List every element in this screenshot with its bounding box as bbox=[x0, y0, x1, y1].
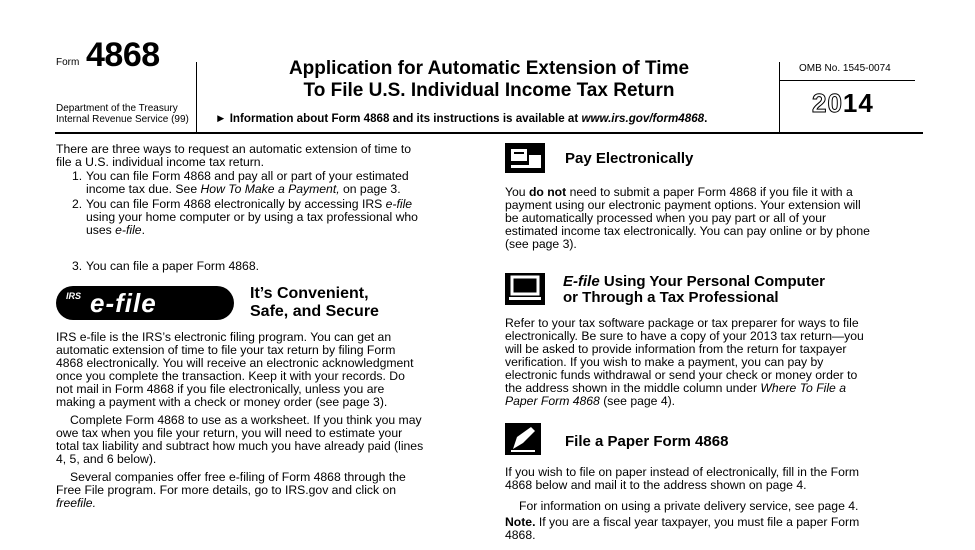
efile-heading-line1: E-file Using Your Personal Computer bbox=[563, 273, 826, 290]
intro-line1: There are three ways to request an automatic extension of time to bbox=[56, 142, 411, 156]
pay-text-line5: (see page 3). bbox=[505, 237, 577, 251]
form-title bbox=[200, 58, 778, 102]
pay-text-line2: payment using our electronic payment options. Your extension will bbox=[505, 198, 861, 212]
pay-text-line3: be automatically processed when you pay part or all of your bbox=[505, 211, 827, 225]
efile-text-line5: electronic funds withdrawal or send your check or money order to bbox=[505, 368, 858, 382]
efile-p1-line4: once you complete the transaction. Keep it with your records. Do bbox=[56, 369, 405, 383]
paper-text-line1: If you wish to file on paper instead of electronically, fill in the Form bbox=[505, 465, 860, 479]
efile-text-line4: verification. If you wish to make a payment, you can pay by bbox=[505, 355, 824, 369]
title-line2: To File U.S. Individual Income Tax Return bbox=[303, 80, 675, 101]
convenient-line2: Safe, and Secure bbox=[250, 303, 379, 320]
list-item-3-number: 3. bbox=[72, 259, 83, 273]
efile-text-line6: the address shown in the middle column under Where To File a bbox=[505, 381, 846, 395]
efile-computer-heading bbox=[563, 274, 825, 306]
efile-p1-line1: IRS e-file is the IRS’s electronic filing program. You can get an bbox=[56, 330, 392, 344]
list-item-2-line2: using your home computer or by using a tax professional who bbox=[86, 210, 418, 224]
payment-icon bbox=[505, 143, 545, 173]
paper-form-text bbox=[505, 466, 925, 492]
header-divider-right bbox=[779, 62, 780, 132]
list-item-3-line1: You can file a paper Form 4868. bbox=[86, 259, 259, 273]
header-divider-left bbox=[196, 62, 197, 132]
efile-text-line7: Paper Form 4868 (see page 4). bbox=[505, 394, 676, 408]
delivery-text: For information on using a private delivery service, see page 4. bbox=[519, 499, 859, 513]
note-text bbox=[505, 516, 925, 542]
worksheet-line2: owe tax when you file your return, you will need to estimate your bbox=[56, 426, 403, 440]
efile-text-line1: Refer to your tax software package or tax preparer for ways to file bbox=[505, 316, 859, 330]
freefile-paragraph bbox=[56, 471, 496, 510]
list-item-1-number: 1. bbox=[72, 169, 83, 183]
pay-electronically-text bbox=[505, 186, 925, 251]
efile-computer-text bbox=[505, 317, 925, 408]
list-item-2 bbox=[72, 198, 492, 240]
title-line1: Application for Automatic Extension of Time bbox=[288, 58, 690, 79]
freefile-line3: freefile. bbox=[56, 496, 96, 510]
worksheet-line1: Complete Form 4868 to use as a worksheet. If you think you may bbox=[70, 413, 422, 427]
department bbox=[56, 103, 189, 125]
info-suffix: . bbox=[704, 112, 708, 125]
intro-line2: file a U.S. individual income tax return. bbox=[56, 155, 264, 169]
worksheet-line4: 4, 5, and 6 below). bbox=[56, 452, 157, 466]
efile-p1-line6: making a payment with a check or money order (see page 3). bbox=[56, 395, 388, 409]
note-line1: Note. If you are a fiscal year taxpayer, you must file a paper Form bbox=[505, 515, 860, 529]
efile-logo-irs: IRS bbox=[66, 291, 82, 301]
efile-p1-line5: not mail in Form 4868 if you file electronically, unless you are bbox=[56, 382, 385, 396]
paper-text-line2: 4868 below and mail it to the address shown on page 4. bbox=[505, 478, 807, 492]
worksheet-line3: total tax liability and subtract how much you have already paid (lines bbox=[56, 439, 424, 453]
efile-text-line3: will be asked to provide information from the return for taxpayer bbox=[505, 342, 847, 356]
computer-icon bbox=[505, 273, 545, 305]
info-line bbox=[215, 112, 707, 125]
pay-text-line1: You do not need to submit a paper Form 4868 if you file it with a bbox=[505, 185, 853, 199]
efile-logo bbox=[56, 286, 234, 320]
convenient-heading bbox=[250, 285, 379, 321]
worksheet-paragraph bbox=[56, 414, 496, 466]
service-name: Internal Revenue Service (99) bbox=[56, 114, 189, 125]
list-item-1 bbox=[72, 170, 492, 198]
efile-logo-text: e-file bbox=[90, 288, 157, 318]
list-item-1-line2: income tax due. See How To Make a Payment, on page 3. bbox=[86, 182, 401, 196]
list-item-2-number: 2. bbox=[72, 197, 83, 211]
note-line2: 4868. bbox=[505, 528, 536, 542]
efile-p1-line3: 4868 electronically. You will receive an electronic acknowledgment bbox=[56, 356, 414, 370]
intro-text bbox=[56, 143, 496, 169]
convenient-line1: It’s Convenient, bbox=[250, 285, 369, 302]
form-word: Form bbox=[56, 57, 80, 68]
info-prefix: ► Information about Form 4868 and its instructions is available at bbox=[215, 112, 582, 125]
department-name: Department of the Treasury bbox=[56, 103, 178, 114]
info-url[interactable]: www.irs.gov/form4868 bbox=[581, 112, 705, 125]
efile-heading-line2: or Through a Tax Professional bbox=[563, 289, 779, 306]
freefile-line2: Free File program. For more details, go to IRS.gov and click on bbox=[56, 483, 397, 497]
efile-text-line2: electronically. Be sure to have a copy of your 2013 tax return—you bbox=[505, 329, 864, 343]
list-item-3 bbox=[72, 260, 492, 274]
omb-number: OMB No. 1545-0074 bbox=[799, 63, 891, 74]
list-item-2-line3: uses e-file. bbox=[86, 223, 145, 237]
pay-text-line4: estimated income tax electronically. You can pay online or by phone bbox=[505, 224, 870, 238]
form-label bbox=[56, 52, 79, 70]
freefile-line1: Several companies offer free e-filing of Form 4868 through the bbox=[70, 470, 406, 484]
pay-electronically-heading: Pay Electronically bbox=[565, 150, 694, 167]
form-number: 4868 bbox=[86, 36, 160, 74]
list-item-2-line1: You can file Form 4868 electronically by accessing IRS e-file bbox=[86, 197, 413, 211]
list-item-1-line1: You can file Form 4868 and pay all or part of your estimated bbox=[86, 169, 409, 183]
efile-paragraph bbox=[56, 331, 496, 409]
pen-icon bbox=[505, 423, 541, 455]
tax-year bbox=[812, 88, 874, 119]
year-outline: 20 bbox=[812, 88, 843, 118]
header-rule bbox=[55, 132, 923, 134]
omb-underline bbox=[779, 80, 915, 81]
paper-form-heading: File a Paper Form 4868 bbox=[565, 433, 729, 450]
efile-p1-line2: automatic extension of time to file your tax return by filing Form bbox=[56, 343, 396, 357]
year-bold: 14 bbox=[842, 88, 874, 118]
